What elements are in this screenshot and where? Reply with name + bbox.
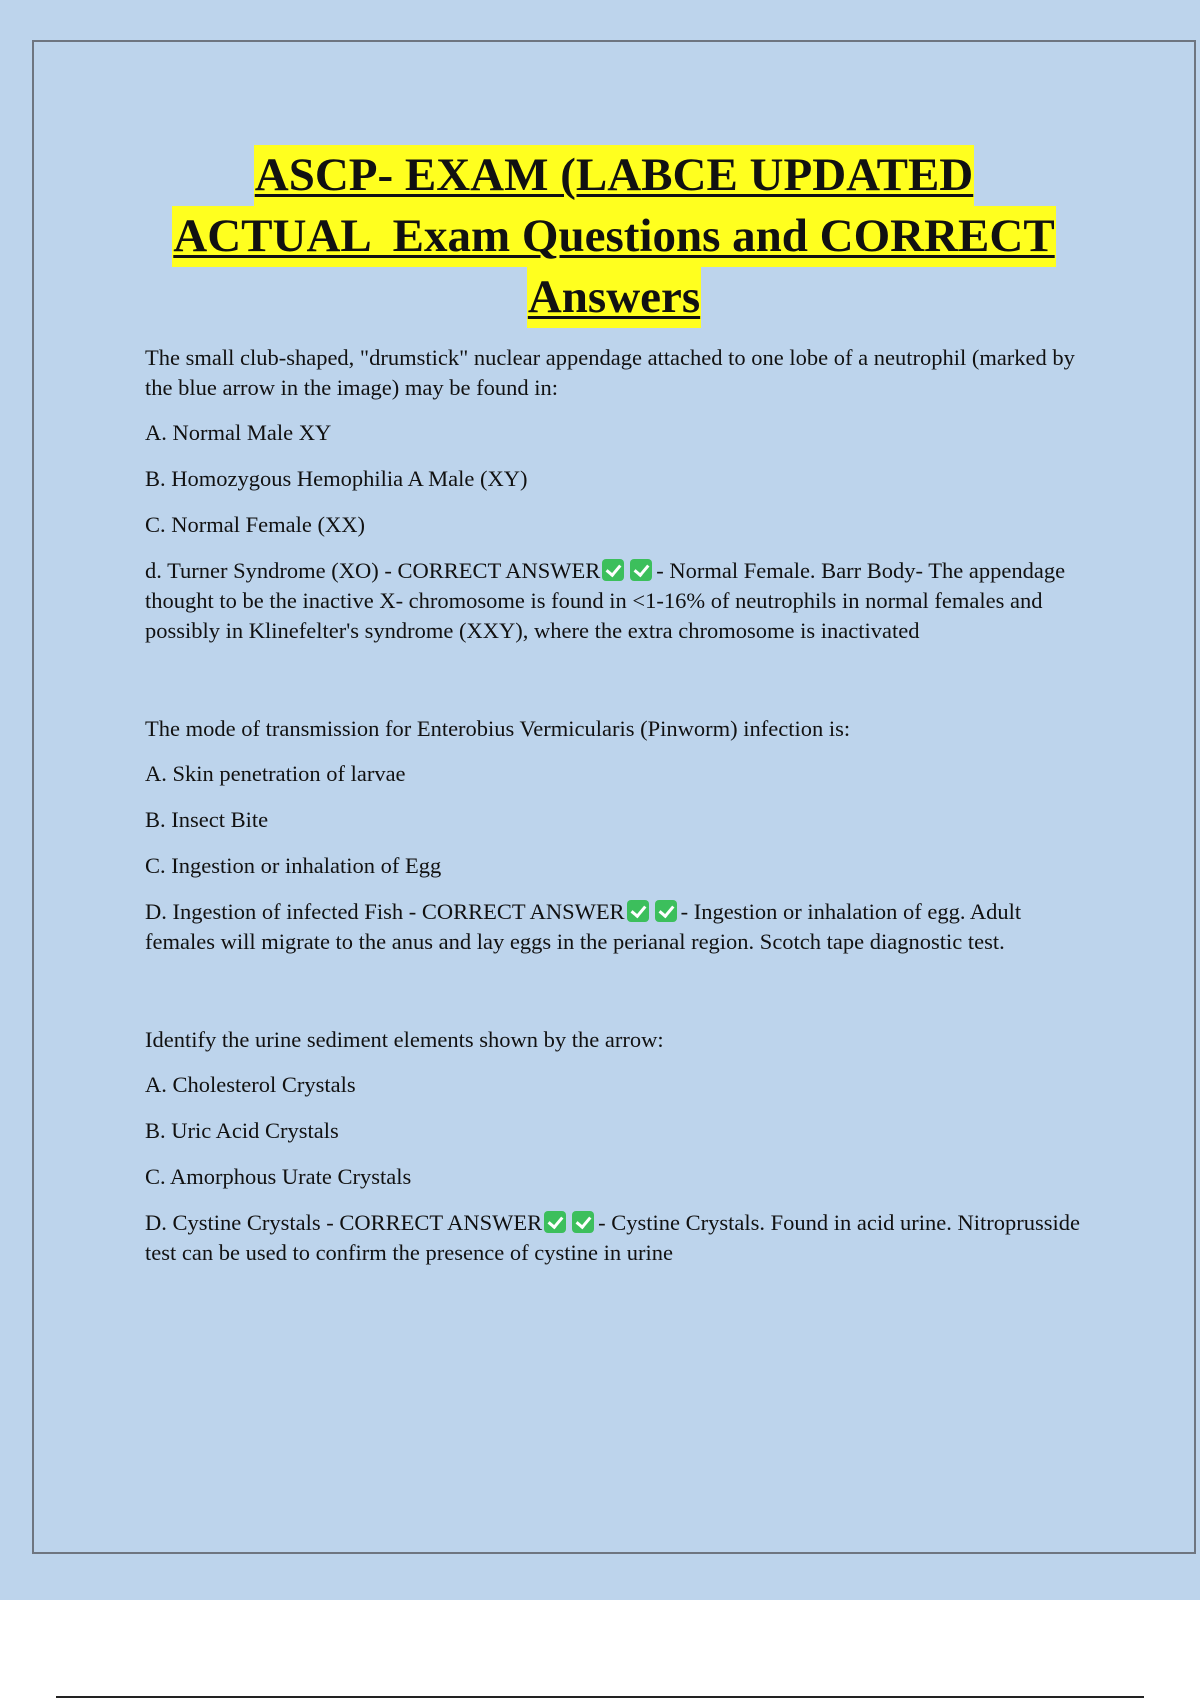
answer-explanation: - Ingestion or inhalation of egg. Adult females will migrate to the anus and lay eggs in the perianal region. Scotch tape diagnostic test. (145, 899, 1022, 954)
questions-container (145, 343, 1095, 1268)
bottom-divider (56, 1696, 1144, 1698)
option-c: C. Amorphous Urate Crystals (145, 1164, 412, 1189)
correct-answer (145, 897, 1095, 957)
check-mark-icon (572, 1211, 594, 1233)
question-spacer (145, 957, 1095, 1025)
answer-prefix: D. Cystine Crystals - CORRECT ANSWER (145, 1210, 543, 1235)
option-c: C. Ingestion or inhalation of Egg (145, 853, 442, 878)
question-text: The mode of transmission for Enterobius Vermicularis (Pinworm) infection is: (145, 716, 851, 741)
option-a: A. Cholesterol Crystals (145, 1072, 356, 1097)
option-b: B. Insect Bite (145, 807, 269, 832)
option-b: B. Uric Acid Crystals (145, 1118, 339, 1143)
question-block-3 (145, 1025, 1095, 1268)
answer-explanation: - Cystine Crystals. Found in acid urine. Nitroprusside test can be used to confirm the presence of cystine in urine (145, 1210, 1080, 1265)
check-mark-icon (655, 900, 677, 922)
correct-answer (145, 556, 1095, 646)
document-title (32, 145, 1196, 328)
question-spacer (145, 646, 1095, 714)
answer-prefix: D. Ingestion of infected Fish - CORRECT ANSWER (145, 899, 625, 924)
question-text: The small club-shaped, "drumstick" nuclear appendage attached to one lobe of a neutrophil (marked by the blue arrow in the image) may be found in: (145, 345, 1075, 400)
answer-prefix: d. Turner Syndrome (XO) - CORRECT ANSWER (145, 558, 601, 583)
correct-answer (145, 1208, 1095, 1268)
question-block-2 (145, 714, 1095, 957)
title-line-2: ACTUAL Exam Questions and CORRECT (172, 206, 1055, 267)
option-a: A. Normal Male XY (145, 420, 332, 445)
option-b: B. Homozygous Hemophilia A Male (XY) (145, 466, 528, 491)
check-mark-icon (630, 559, 652, 581)
check-mark-icon (544, 1211, 566, 1233)
answer-explanation: - Normal Female. Barr Body- The appendage thought to be the inactive X- chromosome is found in <1-16% of neutrophils in normal females and possibly in Klinefelter's syndrome (XXY), where the extra chromosome is inactivated (145, 558, 1066, 643)
title-line-1: ASCP- EXAM (LABCE UPDATED (254, 145, 975, 206)
option-c: C. Normal Female (XX) (145, 512, 365, 537)
check-mark-icon (602, 559, 624, 581)
check-mark-icon (627, 900, 649, 922)
option-a: A. Skin penetration of larvae (145, 761, 406, 786)
question-text: Identify the urine sediment elements shown by the arrow: (145, 1027, 664, 1052)
question-block-1 (145, 343, 1095, 646)
title-line-3: Answers (527, 267, 701, 328)
